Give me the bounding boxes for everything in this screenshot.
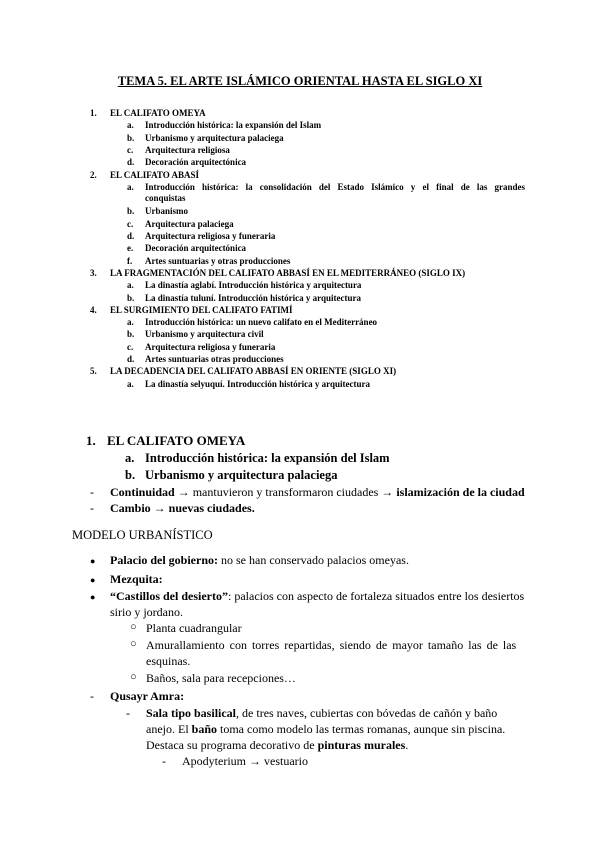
sala-line-3: Destaca su programa decorativo de pinturas murales. [146, 738, 409, 752]
section-heading-number: 1. [86, 433, 96, 448]
circle-bullet-icon: ○ [130, 638, 137, 650]
toc-sub-letter: c. [127, 341, 134, 352]
toc-sub-item: Artes suntuarias otras producciones [145, 354, 284, 364]
toc-section-number: 5. [90, 366, 97, 377]
toc-sub-item: Introducción histórica: la expansión del Islam [145, 120, 322, 131]
sub-a-heading: Introducción histórica: la expansión del Islam [145, 451, 390, 465]
dash-marker: - [90, 485, 94, 499]
toc-section-number: 4. [90, 304, 97, 315]
toc-sub-item: La dinastía selyuquí. Introducción histórica y arquitectura [145, 378, 370, 389]
toc-sub-letter: e. [127, 243, 134, 254]
toc-section-number: 2. [90, 169, 97, 180]
toc-sub-item: Arquitectura religiosa y funeraria [145, 341, 276, 352]
toc-sub-item: Arquitectura religiosa y funeraria [145, 231, 276, 241]
sala-line-2: anejo. El baño toma como modelo las termas romanas, aunque sin piscina. [146, 722, 506, 736]
toc-section-label: EL SURGIMIENTO DEL CALIFATO FATIMÍ [110, 304, 293, 315]
dash-marker: - [90, 501, 94, 515]
toc-sub-letter: a. [127, 378, 134, 389]
toc-sub-letter: a. [127, 280, 134, 291]
section-heading: EL CALIFATO OMEYA [107, 433, 246, 448]
toc-sub-item: Urbanismo y arquitectura palaciega [145, 132, 284, 143]
toc-section-number: 3. [90, 267, 97, 278]
toc-sub-letter: c. [127, 144, 134, 155]
toc-sub-item-continued: conquistas [145, 193, 186, 204]
toc-sub-letter: b. [127, 206, 135, 217]
page-title: TEMA 5. EL ARTE ISLÁMICO ORIENTAL HASTA EL SIGLO XI [117, 74, 483, 88]
toc-section-label: EL CALIFATO OMEYA [110, 108, 206, 118]
planta-item: Planta cuadrangular [146, 621, 242, 635]
sub-b-heading: Urbanismo y arquitectura palaciega [145, 468, 338, 482]
dash-marker: - [126, 706, 130, 720]
sala-line: Sala tipo basilical, de tres naves, cubiertas con bóvedas de cañón y baño [146, 706, 498, 720]
bullet-icon: ● [90, 556, 96, 566]
banos-item: Baños, sala para recepciones… [146, 671, 296, 685]
toc-sub-letter: a. [127, 181, 134, 192]
toc-sub-item: Introducción histórica: un nuevo califato en el Mediterráneo [145, 317, 378, 328]
toc-sub-item: Arquitectura palaciega [145, 218, 234, 229]
toc-sub-letter: b. [127, 292, 135, 303]
toc-sub-item: Arquitectura religiosa [145, 144, 230, 155]
toc-section-label: EL CALIFATO ABASÍ [110, 169, 200, 180]
sub-a-letter: a. [125, 451, 135, 465]
circle-bullet-icon: ○ [130, 621, 137, 633]
dash-marker: - [90, 689, 94, 703]
toc-sub-letter: f. [127, 255, 133, 266]
toc-sub-letter: b. [127, 132, 135, 143]
qusayr-heading: Qusayr Amra: [110, 689, 185, 703]
circle-bullet-icon: ○ [130, 671, 137, 683]
toc-sub-letter: c. [127, 218, 134, 229]
mezquita-line: Mezquita: [110, 572, 163, 586]
apodyterium-item: Apodyterium → vestuario [182, 754, 308, 768]
castillos-line-2: sirio y jordano. [110, 605, 183, 619]
amurallamiento-item-2: esquinas. [146, 654, 191, 668]
continuidad-line: Continuidad → mantuvieron y transformaron ciudades → islamización de la ciudad [110, 485, 525, 499]
toc-sub-item: La dinastía aglabí. Introducción histórica y arquitectura [145, 280, 362, 291]
toc-sub-item: Decoración arquitectónica [145, 157, 247, 168]
cambio-line: Cambio → nuevas ciudades. [110, 501, 255, 515]
amurallamiento-item: Amurallamiento con torres repartidas, siendo de mayor tamaño las de las [146, 638, 517, 652]
toc-sub-item: Decoración arquitectónica [145, 243, 247, 254]
toc-sub-letter: a. [127, 317, 134, 328]
toc-sub-letter: d. [127, 354, 135, 364]
sub-b-letter: b. [125, 468, 136, 482]
toc-sub-letter: d. [127, 231, 135, 241]
toc-sub-letter: a. [127, 120, 134, 131]
toc-sub-item: Urbanismo [145, 206, 189, 217]
toc-sub-item: La dinastía tuluní. Introducción histórica y arquitectura [145, 292, 361, 303]
toc-sub-letter: b. [127, 329, 135, 340]
toc-section-label: LA DECADENCIA DEL CALIFATO ABBASÍ EN ORIENTE (SIGLO XI) [110, 366, 397, 377]
dash-marker: - [162, 754, 166, 768]
toc-sub-item: Introducción histórica: la consolidación del Estado Islámico y el final de las grandes [145, 181, 525, 192]
bullet-icon: ● [90, 592, 96, 602]
toc-sub-item: Urbanismo y arquitectura civil [145, 329, 264, 340]
castillos-line: “Castillos del desierto”: palacios con aspecto de fortaleza situados entre los desiertos [110, 589, 525, 603]
toc-sub-item: Artes suntuarias y otras producciones [145, 255, 291, 266]
modelo-heading: MODELO URBANÍSTICO [72, 528, 213, 542]
toc-section-number: 1. [90, 108, 97, 118]
bullet-icon: ● [90, 575, 96, 585]
toc-section-label: LA FRAGMENTACIÓN DEL CALIFATO ABBASÍ EN EL MEDITERRÁNEO (SIGLO IX) [110, 267, 466, 278]
toc-sub-letter: d. [127, 157, 135, 168]
palacio-line: Palacio del gobierno: no se han conservado palacios omeyas. [110, 553, 409, 567]
